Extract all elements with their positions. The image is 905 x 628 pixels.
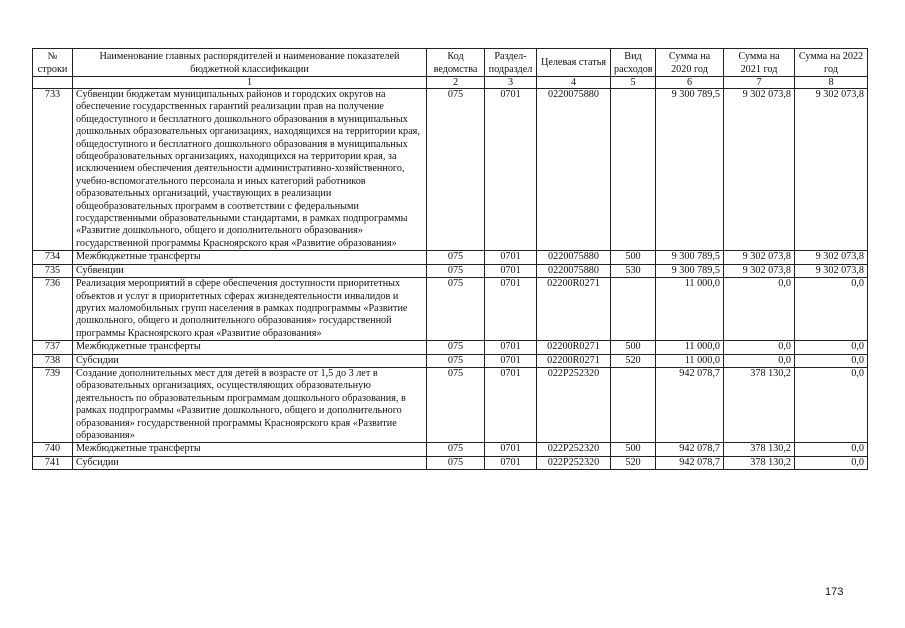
section-cell: 0701 (485, 443, 537, 456)
expense-type-cell: 520 (611, 456, 656, 469)
table-row (33, 367, 868, 442)
column-number: 4 (537, 77, 611, 89)
row-number-cell: 738 (33, 354, 73, 367)
row-number-cell: 739 (33, 367, 73, 442)
name-cell: Межбюджетные трансферты (73, 443, 427, 456)
section-cell: 0701 (485, 341, 537, 354)
sum-2020-cell: 11 000,0 (656, 354, 724, 367)
header-row (33, 49, 868, 77)
department-code-cell: 075 (427, 367, 485, 442)
row-number-cell: 735 (33, 264, 73, 277)
header-target-article: Целевая статья (537, 49, 611, 77)
row-number-cell: 737 (33, 341, 73, 354)
sum-2020-cell: 942 078,7 (656, 456, 724, 469)
department-code-cell: 075 (427, 354, 485, 367)
target-article-cell: 02200R0271 (537, 341, 611, 354)
expense-type-cell: 500 (611, 251, 656, 264)
budget-table (32, 48, 868, 470)
section-cell: 0701 (485, 251, 537, 264)
sum-2020-cell: 9 300 789,5 (656, 264, 724, 277)
name-cell: Создание дополнительных мест для детей в возрасте от 1,5 до 3 лет в образовательных организациях, осуществляющих образовательную деятельность по образовательным программам дошкольного образования, в рамках подпрограммы «Развитие дошкольного, общего и дополнительного образования» государственной программы Красноярского края «Развитие образования» (73, 367, 427, 442)
sum-2020-cell: 9 300 789,5 (656, 251, 724, 264)
table-row (33, 264, 868, 277)
row-number-cell: 733 (33, 89, 73, 251)
expense-type-cell: 500 (611, 341, 656, 354)
target-article-cell: 0220075880 (537, 251, 611, 264)
column-number: 1 (73, 77, 427, 89)
target-article-cell: 022P252320 (537, 367, 611, 442)
sum-2020-cell: 9 300 789,5 (656, 89, 724, 251)
sum-2022-cell: 0,0 (795, 367, 868, 442)
column-number: 7 (724, 77, 795, 89)
sum-2021-cell: 0,0 (724, 354, 795, 367)
row-number-cell: 736 (33, 278, 73, 341)
sum-2020-cell: 11 000,0 (656, 278, 724, 341)
sum-2021-cell: 9 302 073,8 (724, 264, 795, 277)
sum-2022-cell: 0,0 (795, 456, 868, 469)
table-body (33, 89, 868, 470)
name-cell: Реализация мероприятий в сфере обеспечения доступности приоритетных объектов и услуг в приоритетных сферах жизнедеятельности инвалидов и других маломобильных групп населения в рамках подпрограммы «Развитие дошкольного, общего и дополнительного образования» государственной программы Красноярского края «Развитие образования» (73, 278, 427, 341)
table-row (33, 354, 868, 367)
name-cell: Межбюджетные трансферты (73, 341, 427, 354)
header-section: Раздел-подраздел (485, 49, 537, 77)
department-code-cell: 075 (427, 251, 485, 264)
sum-2021-cell: 9 302 073,8 (724, 251, 795, 264)
table-row (33, 278, 868, 341)
sum-2022-cell: 0,0 (795, 341, 868, 354)
department-code-cell: 075 (427, 264, 485, 277)
sum-2021-cell: 9 302 073,8 (724, 89, 795, 251)
target-article-cell: 02200R0271 (537, 354, 611, 367)
header-name: Наименование главных распорядителей и наименование показателей бюджетной классификации (73, 49, 427, 77)
sum-2022-cell: 0,0 (795, 443, 868, 456)
department-code-cell: 075 (427, 456, 485, 469)
name-cell: Межбюджетные трансферты (73, 251, 427, 264)
expense-type-cell (611, 367, 656, 442)
sum-2022-cell: 0,0 (795, 278, 868, 341)
sum-2020-cell: 942 078,7 (656, 367, 724, 442)
column-number: 6 (656, 77, 724, 89)
column-number: 2 (427, 77, 485, 89)
table-row (33, 89, 868, 251)
expense-type-cell: 500 (611, 443, 656, 456)
column-number: 3 (485, 77, 537, 89)
expense-type-cell (611, 278, 656, 341)
section-cell: 0701 (485, 278, 537, 341)
header-sum-2020: Сумма на 2020 год (656, 49, 724, 77)
expense-type-cell: 520 (611, 354, 656, 367)
header-sum-2022: Сумма на 2022 год (795, 49, 868, 77)
target-article-cell: 0220075880 (537, 264, 611, 277)
page-number: 173 (825, 586, 844, 598)
sum-2021-cell: 378 130,2 (724, 443, 795, 456)
section-cell: 0701 (485, 456, 537, 469)
section-cell: 0701 (485, 367, 537, 442)
department-code-cell: 075 (427, 341, 485, 354)
sum-2022-cell: 0,0 (795, 354, 868, 367)
header-department-code: Код ведомства (427, 49, 485, 77)
target-article-cell: 0220075880 (537, 89, 611, 251)
sum-2022-cell: 9 302 073,8 (795, 89, 868, 251)
section-cell: 0701 (485, 264, 537, 277)
column-number: 8 (795, 77, 868, 89)
sum-2020-cell: 11 000,0 (656, 341, 724, 354)
department-code-cell: 075 (427, 278, 485, 341)
header-sum-2021: Сумма на 2021 год (724, 49, 795, 77)
row-number-cell: 741 (33, 456, 73, 469)
sum-2021-cell: 378 130,2 (724, 456, 795, 469)
name-cell: Субсидии (73, 354, 427, 367)
row-number-cell: 740 (33, 443, 73, 456)
table-row (33, 341, 868, 354)
department-code-cell: 075 (427, 443, 485, 456)
table-row (33, 443, 868, 456)
sum-2022-cell: 9 302 073,8 (795, 264, 868, 277)
target-article-cell: 02200R0271 (537, 278, 611, 341)
row-number-cell: 734 (33, 251, 73, 264)
section-cell: 0701 (485, 354, 537, 367)
name-cell: Субвенции (73, 264, 427, 277)
target-article-cell: 022P252320 (537, 456, 611, 469)
column-number-row (33, 77, 868, 89)
table-row (33, 456, 868, 469)
sum-2021-cell: 0,0 (724, 278, 795, 341)
section-cell: 0701 (485, 89, 537, 251)
table-row (33, 251, 868, 264)
sum-2021-cell: 378 130,2 (724, 367, 795, 442)
expense-type-cell (611, 89, 656, 251)
column-number: 5 (611, 77, 656, 89)
sum-2020-cell: 942 078,7 (656, 443, 724, 456)
target-article-cell: 022P252320 (537, 443, 611, 456)
header-expense-type: Вид расходов (611, 49, 656, 77)
sum-2021-cell: 0,0 (724, 341, 795, 354)
expense-type-cell: 530 (611, 264, 656, 277)
name-cell: Субсидии (73, 456, 427, 469)
sum-2022-cell: 9 302 073,8 (795, 251, 868, 264)
header-row-number: № строки (33, 49, 73, 77)
department-code-cell: 075 (427, 89, 485, 251)
name-cell: Субвенции бюджетам муниципальных районов и городских округов на обеспечение государственных гарантий реализации прав на получение общедоступного и бесплатного дошкольного образования в муниципальных дошкольных образовательных организациях, находящихся на территории края, общедоступного и бесплатного дошкольного образования в муниципальных общеобразовательных организациях, находящихся на территории края, за исключением обеспечения деятельности административно-хозяйственного, учебно-вспомогательного персонала и иных категорий работников образовательных организаций, участвующих в реализации общеобразовательных программ в соответствии с федеральными государственными образовательными стандартами, в рамках подпрограммы «Развитие дошкольного, общего и дополнительного образования» государственной программы Красноярского края «Развитие образования» (73, 89, 427, 251)
column-number (33, 77, 73, 89)
